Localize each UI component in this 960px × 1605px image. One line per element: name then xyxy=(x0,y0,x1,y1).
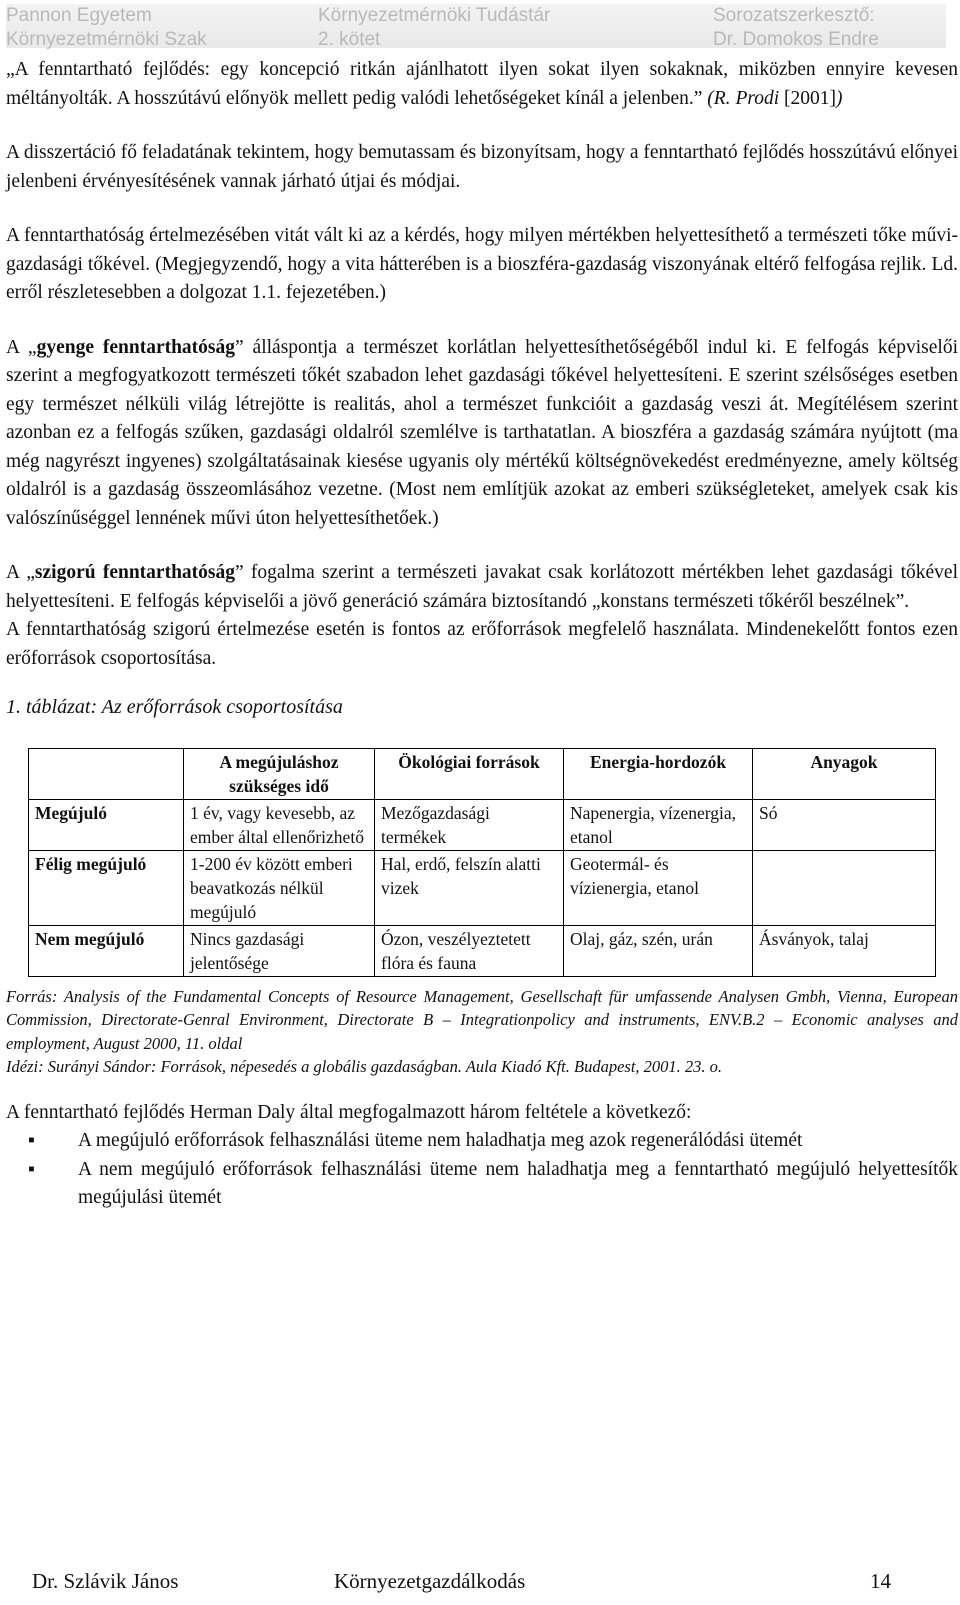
strong-term: szigorú fenntarthatóság xyxy=(34,562,235,583)
quote-source-close: ) xyxy=(836,87,843,109)
list-item-text: A megújuló erőforrások felhasználási üteme nem haladhatja meg azok regenerálódási ütemét xyxy=(78,1130,803,1151)
header-series-title: Környezetmérnöki Tudástár xyxy=(318,5,551,26)
square-bullet-icon: ▪ xyxy=(28,1158,35,1180)
quote-year: [2001] xyxy=(779,87,837,109)
prodi-quote xyxy=(6,56,958,113)
table-header-cell: Energia-hordozók xyxy=(564,748,753,799)
row-heading: Nem megújuló xyxy=(29,925,184,976)
quote-author: Prodi xyxy=(735,87,780,109)
table-cell xyxy=(753,850,936,925)
table-cell: Napenergia, vízenergia, etanol xyxy=(564,799,753,850)
strong-pre: A „ xyxy=(6,562,35,583)
table-cell: Mezőgazdasági termékek xyxy=(375,799,564,850)
page-footer xyxy=(0,1566,960,1596)
source-quoted-by: Idézi: Surányi Sándor: Források, népesedés a globális gazdaságban. Aula Kiadó Kft. Budapest, 2001. 23. o. xyxy=(6,1057,723,1076)
strong-body: ” fogalma szerint a természeti javakat csak korlátozott mértékben lehet gazdasági tőkével helyettesíteni. E felfogás képviselői a jövő generáció számára biztosítandó „konstans természeti tőkéről beszélnek”. xyxy=(6,562,958,612)
table-header-cell xyxy=(29,748,184,799)
row-heading: Megújuló xyxy=(29,799,184,850)
daly-conditions-list xyxy=(6,1127,958,1213)
table-caption: 1. táblázat: Az erőforrások csoportosítása xyxy=(6,696,343,718)
table-cell: Olaj, gáz, szén, urán xyxy=(564,925,753,976)
table-cell: Hal, erdő, felszín alatti vizek xyxy=(375,850,564,925)
header-editor xyxy=(713,4,879,52)
source-citation: Forrás: Analysis of the Fundamental Concepts of Resource Management, Gesellschaft für umfassende Analysen Gmbh, Vienna, European Commission, Directorate-Genral Environment, Directorate B – Integrationpolicy and instruments, ENV.B.2 – Economic analyses and employment, August 2000, 11. oldal xyxy=(6,986,958,1053)
list-item xyxy=(6,1127,958,1156)
table-header-row xyxy=(29,748,936,799)
table-header-cell: Anyagok xyxy=(753,748,936,799)
table-cell: 1-200 év között emberi beavatkozás nélkül megújuló xyxy=(184,850,375,925)
dissertation-paragraph: A disszertáció fő feladatának tekintem, hogy bemutassam és bizonyítsam, hogy a fenntartható fejlődés hosszútávú előnyei jelenbeni érvényesítésének vannak járható útjai és módjai. xyxy=(6,142,958,192)
table-source xyxy=(6,985,958,1079)
table-cell: Nincs gazdasági jelentősége xyxy=(184,925,375,976)
header-volume: 2. kötet xyxy=(318,29,381,50)
strong-sustainability-paragraph xyxy=(6,559,958,616)
table-row xyxy=(29,850,936,925)
page-header xyxy=(6,4,946,48)
weak-term: gyenge fenntarthatóság xyxy=(36,336,236,358)
header-program: Környezetmérnöki Szak xyxy=(6,29,207,50)
table-row xyxy=(29,799,936,850)
header-institution xyxy=(6,4,207,52)
weak-body: ” álláspontja a természet korlátlan helyettesíthetőségéből indul ki. E felfogás képviselői szerint a megfogyatkozott természeti tőkét szabadon lehet gazdasági tőkével helyettesíteni. E szerint szélsőséges esetben egy természet nélküli világ létrejötte is realitás, ahol a természet funkcióit a gazdaság veszi át. Megítélésem szerint azonban ez a felfogás szűken, gazdasági oldalról szemlélve is tarthatatlan. A bioszféra a gazdaság számára nyújtott (ma még nagyrészt ingyenes) szolgáltatásainak kiesése ugyanis oly mértékű költségnövekedést eredményezne, amely költség oldalról is a gazdaság összeomlásához vezetne. (Most nem említjük azokat az emberi szükségleteket, amelyek csak kis valószínűséggel lennének művi úton helyettesíthetőek.) xyxy=(6,336,958,529)
weak-sustainability-paragraph xyxy=(6,334,958,534)
list-item-text: A nem megújuló erőforrások felhasználási üteme nem haladhatja meg a fenntartható megújuló helyettesítők megújulási ütemét xyxy=(78,1158,958,1208)
weak-pre: A „ xyxy=(6,336,37,358)
table-cell: 1 év, vagy kevesebb, az ember által ellenőrizhető xyxy=(184,799,375,850)
table-header-cell: A megújuláshoz szükséges idő xyxy=(184,748,375,799)
resource-table xyxy=(28,748,936,977)
daly-intro: A fenntartható fejlődés Herman Daly által megfogalmazott három feltétele a következő: xyxy=(6,1101,692,1123)
table-cell: Ózon, veszélyeztetett flóra és fauna xyxy=(375,925,564,976)
table-row xyxy=(29,925,936,976)
page-content xyxy=(6,56,958,1213)
footer-author: Dr. Szlávik János xyxy=(32,1569,179,1593)
quote-source-open: (R. xyxy=(707,87,736,109)
page-number: 14 xyxy=(870,1569,891,1593)
debate-paragraph: A fenntarthatóság értelmezésében vitát vált ki az a kérdés, hogy milyen mértékben helyettesíthető a természeti tőke művi-gazdasági tőkével. (Megjegyzendő, hogy a vita hátterében is a bioszféra-gazdaság viszonyának eltérő felfogása rejlik. Ld. erről részletesebben a dolgozat 1.1. fejezetében.) xyxy=(6,225,958,303)
square-bullet-icon: ▪ xyxy=(28,1130,35,1151)
table-header-cell: Ökológiai források xyxy=(375,748,564,799)
table-cell: Geotermál- és vízienergia, etanol xyxy=(564,850,753,925)
table-cell: Ásványok, talaj xyxy=(753,925,936,976)
row-heading: Félig megújuló xyxy=(29,850,184,925)
table-cell: Só xyxy=(753,799,936,850)
footer-title: Környezetgazdálkodás xyxy=(334,1569,526,1593)
header-editor-label: Sorozatszerkesztő: xyxy=(713,5,875,26)
header-university: Pannon Egyetem xyxy=(6,5,152,26)
list-item xyxy=(6,1156,958,1213)
header-series xyxy=(318,4,550,52)
quote-text: „A fenntartható fejlődés: egy koncepció ritkán ajánlhatott ilyen sokat ilyen sokaknak, miközben ennyire kevesen méltányolták. A hosszútávú előnyök mellett pedig valódi lehetőségeket kínál a jelenben.” xyxy=(6,59,958,109)
header-editor-name: Dr. Domokos Endre xyxy=(713,29,879,50)
resources-paragraph: A fenntarthatóság szigorú értelmezése esetén is fontos az erőforrások megfelelő használata. Mindenekelőtt fontos ezen erőforrások csoportosítása. xyxy=(6,619,958,669)
